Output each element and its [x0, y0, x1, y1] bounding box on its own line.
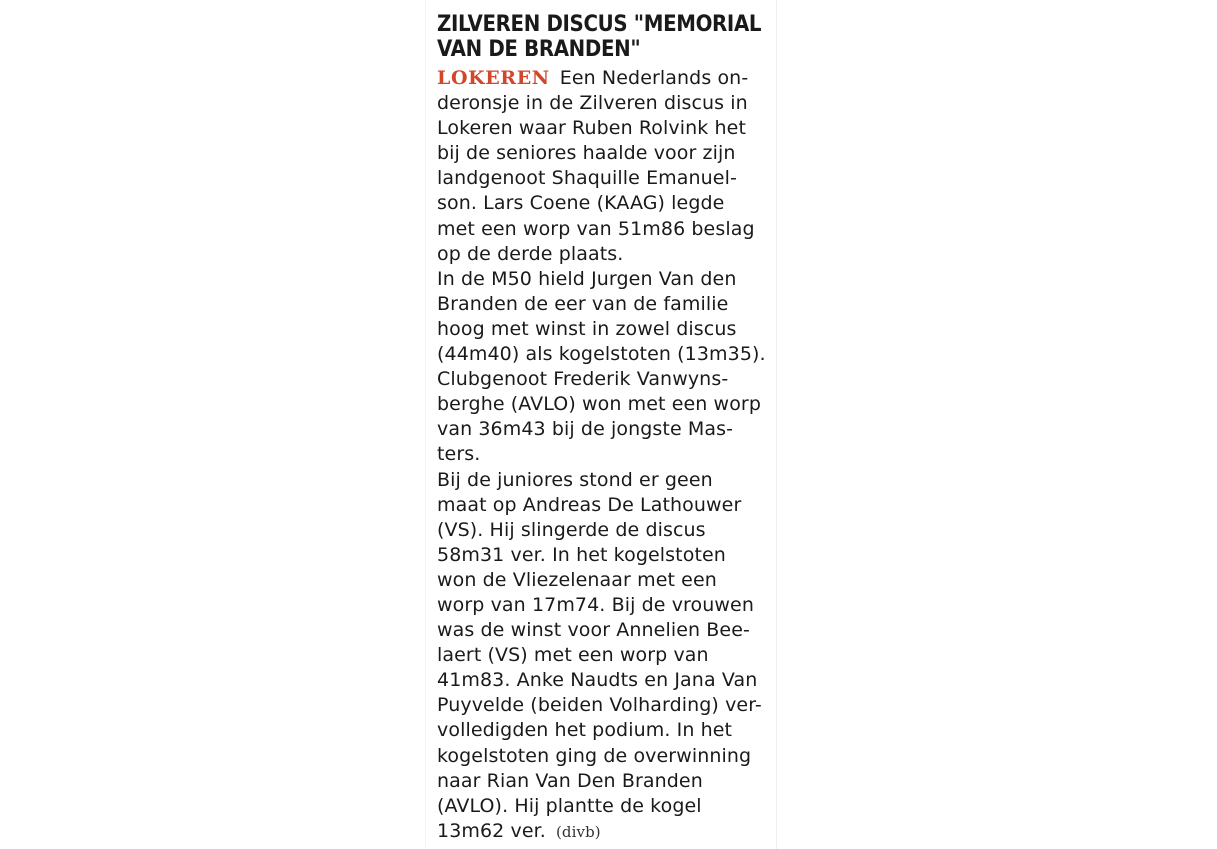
body-line: kogelstoten ging de overwinning: [437, 744, 752, 767]
body-line: was de winst voor Annelien Bee-: [437, 619, 750, 642]
body-line: (VS). Hij slingerde de discus: [437, 518, 706, 541]
body-line: 41m83. Anke Naudts en Jana Van: [437, 669, 758, 692]
article-body: [437, 66, 772, 844]
body-line: volledigden het podium. In het: [437, 719, 733, 742]
body-text: 13m62 ver.: [437, 819, 546, 842]
body-line: worp van 17m74. Bij de vrouwen: [437, 593, 754, 616]
body-line: bij de seniores haalde voor zijn: [437, 142, 736, 165]
body-line: op de derde plaats.: [437, 242, 624, 265]
body-line: won de Vliezelenaar met een: [437, 568, 717, 591]
body-line: Lokeren waar Ruben Rolvink het: [437, 117, 746, 140]
body-text: Een Nederlands on-: [559, 67, 749, 89]
article-headline: [437, 12, 762, 62]
body-line: 58m31 ver. In het kogelstoten: [437, 543, 726, 566]
dateline: LOKEREN: [437, 67, 550, 89]
byline: (divb): [555, 822, 601, 841]
body-line: Clubgenoot Frederik Vanwyns-: [437, 368, 729, 391]
body-line: (AVLO). Hij plantte de kogel: [437, 794, 702, 817]
body-line: [437, 66, 772, 91]
body-line: naar Rian Van Den Branden: [437, 769, 703, 792]
body-line: Puyvelde (beiden Volharding) ver-: [437, 694, 762, 717]
body-line: berghe (AVLO) won met een worp: [437, 393, 761, 416]
body-line: van 36m43 bij de jongste Mas-: [437, 418, 734, 441]
body-line: hoog met winst in zowel discus: [437, 317, 737, 340]
body-line: landgenoot Shaquille Emanuel-: [437, 167, 737, 190]
body-line: Branden de eer van de familie: [437, 292, 729, 315]
body-line: deronsje in de Zilveren discus in: [437, 92, 748, 115]
body-line: In de M50 hield Jurgen Van den: [437, 267, 737, 290]
headline-line-2: VAN DE BRANDEN": [437, 37, 641, 62]
body-line: laert (VS) met een worp van: [437, 644, 709, 667]
body-line: (44m40) als kogelstoten (13m35).: [437, 343, 766, 366]
body-line: ters.: [437, 443, 481, 466]
body-line: met een worp van 51m86 beslag: [437, 217, 755, 240]
headline-line-1: ZILVEREN DISCUS "MEMORIAL: [437, 12, 762, 37]
body-line: son. Lars Coene (KAAG) legde: [437, 192, 725, 215]
body-line: maat op Andreas De Lathouwer: [437, 493, 742, 516]
body-line: Bij de juniores stond er geen: [437, 468, 713, 491]
body-line: [437, 819, 772, 844]
